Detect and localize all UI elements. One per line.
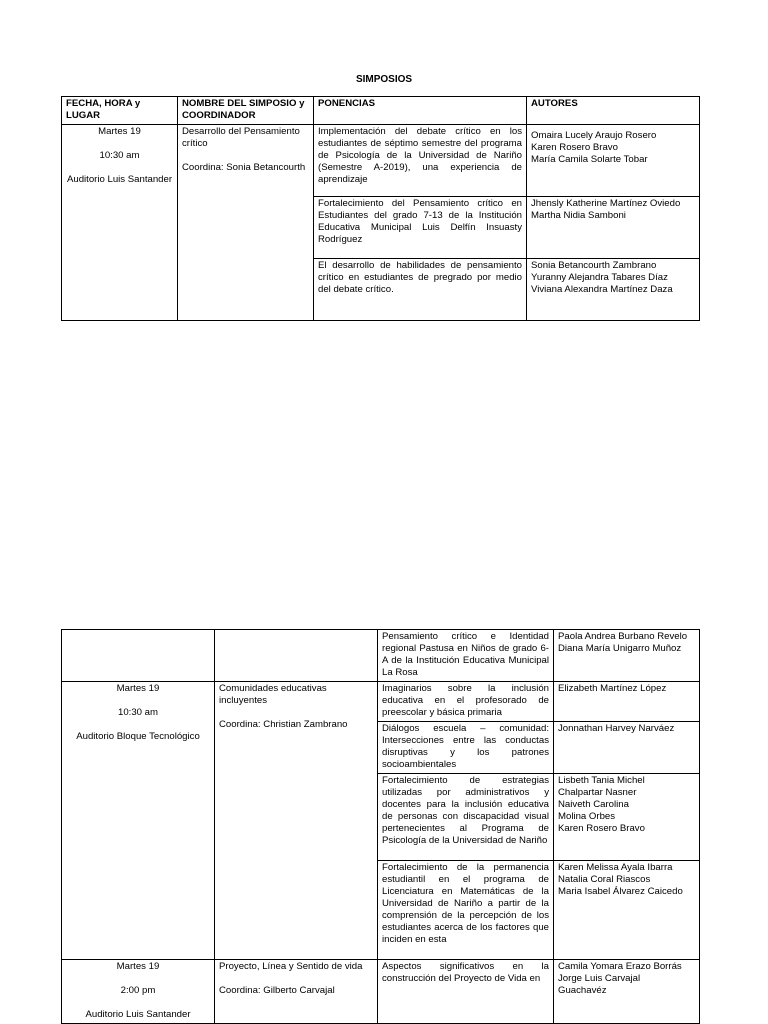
author-name: Guachavéz	[558, 985, 607, 996]
author-name: Jhensly Katherine Martínez Oviedo	[531, 198, 681, 209]
author-name: Maria Isabel Álvarez Caicedo	[558, 886, 683, 897]
author-name: Sonia Betancourth Zambrano	[531, 260, 657, 271]
author-name: Molina Orbes	[558, 811, 616, 822]
header-nombre: NOMBRE DEL SIMPOSIO y COORDINADOR	[178, 97, 314, 125]
fecha-day: Martes 19	[116, 961, 160, 972]
ponencia-cell: Fortalecimiento del Pensamiento crítico en Estudiantes del grado 7-13 de la Institución Educativa Municipal Luis Delfín Insuasty Rodríguez	[314, 197, 527, 259]
author-name: Karen Rosero Bravo	[531, 142, 618, 153]
simposio-cell	[178, 125, 314, 321]
empty-cell	[62, 630, 215, 682]
author-name: Naiveth Carolina	[558, 799, 629, 810]
ponencia-cell: El desarrollo de habilidades de pensamiento crítico en estudiantes de pregrado por medio del debate crítico.	[314, 259, 527, 321]
author-name: Martha Nidia Samboni	[531, 210, 626, 221]
document-title: SIMPOSIOS	[355, 74, 413, 85]
fecha-cell	[62, 682, 215, 960]
author-name: Karen Rosero Bravo	[558, 823, 645, 834]
autores-cell	[554, 960, 700, 1024]
ponencia-cell: Fortalecimiento de estrategias utilizadas por administrativos y docentes para la inclusión educativa de personas con discapacidad visual pertenecientes al Programa de Psicología de la Universidad de Nariño	[378, 774, 554, 861]
ponencia-cell: Diálogos escuela – comunidad: Intersecciones entre las conductas disruptivas y los patrones socioambientales	[378, 722, 554, 774]
simposio-name: Comunidades educativas incluyentes	[219, 683, 327, 706]
fecha-time: 10:30 am	[117, 707, 158, 718]
simposios-table-1	[61, 96, 700, 321]
header-fecha: FECHA, HORA y LUGAR	[62, 97, 178, 125]
table-row	[62, 630, 700, 682]
autores-cell	[527, 259, 700, 321]
simposio-coordinator: Coordina: Sonia Betancourth	[182, 162, 306, 173]
fecha-time: 2:00 pm	[120, 985, 156, 996]
autores-cell	[554, 722, 700, 774]
fecha-place: Auditorio Luis Santander	[85, 1009, 191, 1020]
author-name: Lisbeth Tania Michel	[558, 775, 645, 786]
fecha-place: Auditorio Bloque Tecnológico	[76, 731, 200, 742]
author-name: Natalia Coral Riascos	[558, 874, 651, 885]
header-autores: AUTORES	[527, 97, 700, 125]
author-name: Karen Melissa Ayala Ibarra	[558, 862, 673, 873]
fecha-cell	[62, 960, 215, 1024]
table-row	[62, 960, 700, 1024]
author-name: Paola Andrea Burbano Revelo	[558, 631, 688, 642]
autores-cell	[527, 125, 700, 197]
ponencia-cell: Fortalecimiento de la permanencia estudiantil en el programa de Licenciatura en Matemáticas de la Universidad de Nariño a partir de la comprensión de la percepción de los estudiantes acerca de los factores que inciden en esta	[378, 861, 554, 960]
autores-cell	[554, 861, 700, 960]
author-name: Chalpartar Nasner	[558, 787, 637, 798]
simposio-name: Desarrollo del Pensamiento crítico	[182, 126, 300, 149]
author-name: María Camila Solarte Tobar	[531, 154, 648, 165]
fecha-time: 10:30 am	[99, 150, 140, 161]
ponencia-cell: Imaginarios sobre la inclusión educativa en el profesorado de preescolar y básica primaria	[378, 682, 554, 722]
empty-cell	[215, 630, 378, 682]
author-name: Jonnathan Harvey Narváez	[558, 723, 675, 734]
autores-cell	[554, 774, 700, 861]
table-header-row	[62, 97, 700, 125]
simposios-table-2	[61, 629, 700, 1024]
autores-cell	[554, 630, 700, 682]
simposio-coordinator: Coordina: Christian Zambrano	[219, 719, 348, 730]
ponencia-cell: Pensamiento crítico e Identidad regional Pastusa en Niños de grado 6-A de la Institución Educativa Municipal La Rosa	[378, 630, 554, 682]
simposio-cell	[215, 960, 378, 1024]
table-row	[62, 125, 700, 197]
fecha-day: Martes 19	[98, 126, 141, 137]
ponencia-cell: Implementación del debate crítico en los estudiantes de séptimo semestre del programa de Psicología de la Universidad de Nariño (Semestre A-2019), una experiencia de aprendizaje	[314, 125, 527, 197]
fecha-day: Martes 19	[116, 683, 160, 694]
simposio-coordinator: Coordina: Gilberto Carvajal	[219, 985, 335, 996]
simposio-name: Proyecto, Línea y Sentido de vida	[219, 961, 363, 972]
simposio-cell	[215, 682, 378, 960]
author-name: Viviana Alexandra Martínez Daza	[531, 284, 673, 295]
author-name: Diana María Unigarro Muñoz	[558, 643, 682, 654]
table-row	[62, 682, 700, 722]
author-name: Elizabeth Martínez López	[558, 683, 667, 694]
fecha-place: Auditorio Luis Santander	[66, 174, 173, 185]
ponencia-cell: Aspectos significativos en la construcción del Proyecto de Vida en	[378, 960, 554, 1024]
fecha-cell	[62, 125, 178, 321]
author-name: Omaira Lucely Araujo Rosero	[531, 130, 657, 141]
autores-cell	[554, 682, 700, 722]
header-ponencias: PONENCIAS	[314, 97, 527, 125]
autores-cell	[527, 197, 700, 259]
author-name: Yuranny Alejandra Tabares Díaz	[531, 272, 668, 283]
author-name: Camila Yomara Erazo Borrás	[558, 961, 682, 972]
author-name: Jorge Luis Carvajal	[558, 973, 641, 984]
